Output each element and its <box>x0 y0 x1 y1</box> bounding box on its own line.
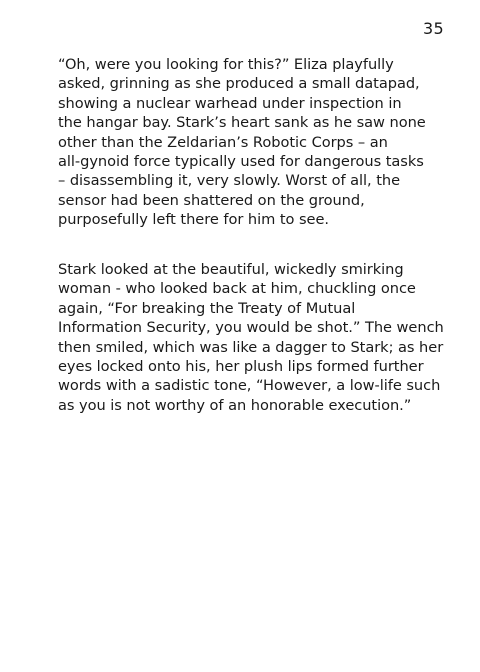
paragraph-line: showing a nuclear warhead under inspection in <box>58 94 402 112</box>
paragraph-2 <box>58 260 458 415</box>
paragraph-line: – disassembling it, very slowly. Worst of all, the <box>58 172 401 190</box>
paragraph-line: Stark looked at the beautiful, wickedly smirking <box>58 261 404 278</box>
paragraph-line: other than the Zeldarian’s Robotic Corps – an <box>58 133 388 151</box>
paragraph-line: Information Security, you would be shot.” The wench <box>58 319 444 337</box>
paragraph-1 <box>58 55 458 230</box>
paragraph-line: all-gynoid force typically used for dangerous tasks <box>58 153 424 171</box>
paragraph-line: as you is not worthy of an honorable execution.” <box>58 396 412 414</box>
page-number: 35 <box>423 19 444 38</box>
paragraph-line: “Oh, were you looking for this?” Eliza playfully <box>58 56 394 73</box>
paragraph-line: again, “For breaking the Treaty of Mutual <box>58 299 356 317</box>
paragraph-line: purposefully left there for him to see. <box>58 211 329 229</box>
paragraph-line: the hangar bay. Stark’s heart sank as he saw none <box>58 114 426 132</box>
paragraph-line: then smiled, which was like a dagger to Stark; as her <box>58 338 444 356</box>
paragraph-line: woman - who looked back at him, chuckling once <box>58 280 416 298</box>
paragraph-line: sensor had been shattered on the ground, <box>58 191 365 209</box>
paragraph-line: eyes locked onto his, her plush lips formed further <box>58 358 424 376</box>
paragraph-line: asked, grinning as she produced a small datapad, <box>58 75 420 93</box>
paragraph-line: words with a sadistic tone, “However, a low-life such <box>58 377 441 395</box>
